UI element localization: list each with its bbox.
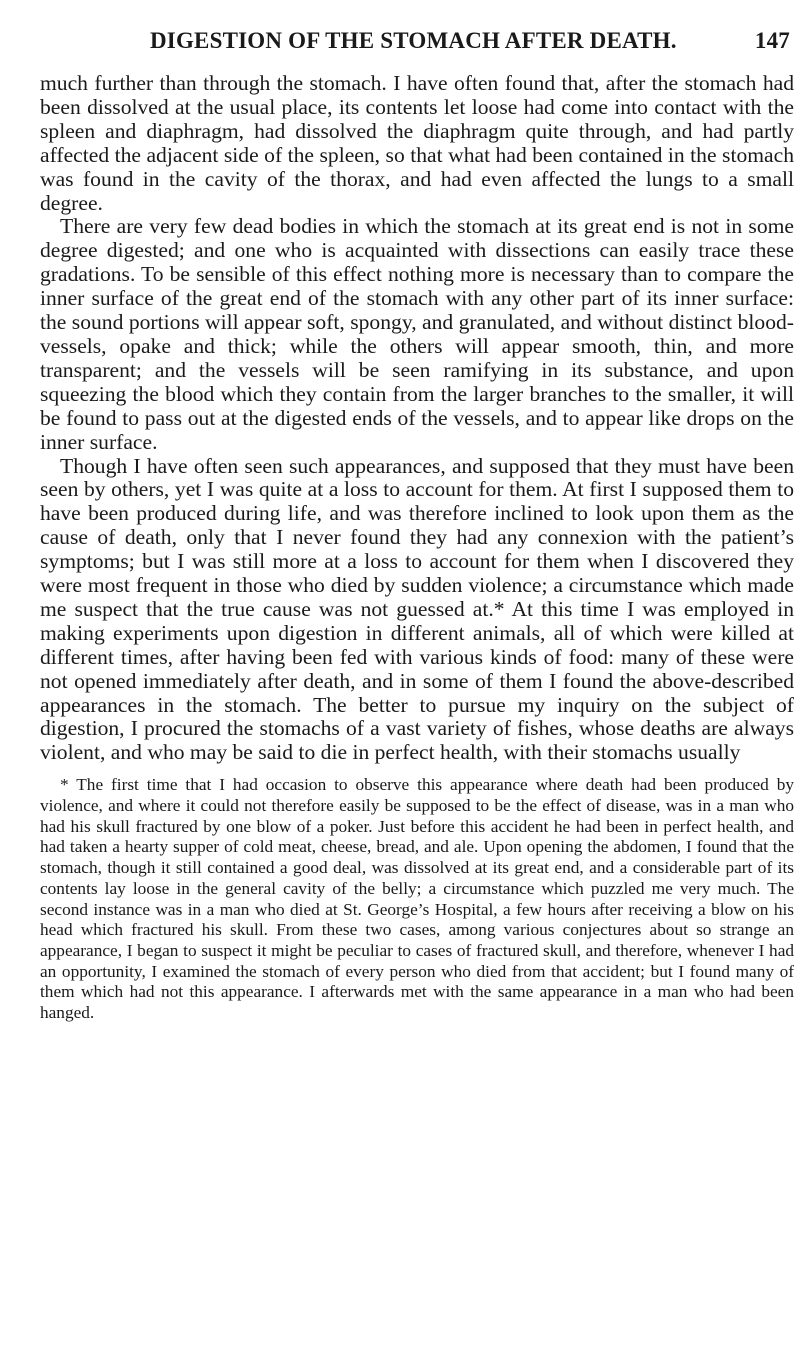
- page-number: 147: [754, 28, 790, 53]
- chapter-title: DIGESTION OF THE STOMACH AFTER DEATH.: [150, 28, 677, 53]
- footnote: * The first time that I had occasion to observe this appearance where death had been produced by violence, and where it could not therefore easily be supposed to be the effect of disease, was in a man who had his skull fractured by one blow of a poker. Just before this accident he had been in perfect health, and had taken a hearty supper of cold meat, cheese, bread, and ale. Upon opening the abdomen, I found that the stomach, though it still contained a good deal, was dissolved at its great end, and a considerable part of its contents lay loose in the general cavity of the belly; a circumstance which puzzled me very much. The second instance was in a man who died at St. George’s Hospital, a few hours after receiving a blow on his head which fractured his skull. From these two cases, among various conjectures about so strange an appearance, I began to suspect it might be peculiar to cases of fractured skull, and therefore, whenever I had an opportunity, I examined the stomach of every person who died from that accident; but I found many of them which had not this appearance. I afterwards met with the same appearance in a man who had been hanged.: [40, 775, 794, 1023]
- running-header: [40, 28, 794, 58]
- paragraph-continuation: much further than through the stomach. I have often found that, after the stomach had been dissolved at the usual place, its contents let loose had come into contact with the spleen and diaphragm, had dissolved the diaphragm quite through, and had partly affected the adjacent side of the spleen, so that what had been contained in the stomach was found in the cavity of the thorax, and had even affected the lungs to a small degree.: [40, 71, 794, 215]
- book-page: [40, 28, 794, 1024]
- paragraph-gradations: There are very few dead bodies in which the stomach at its great end is not in some degree digested; and one who is acquainted with dissections can easily trace these gradations. To be sensible of this effect nothing more is necessary than to compare the inner surface of the great end of the stomach with any other part of its inner surface: the sound portions will appear soft, spongy, and granulated, and without distinct blood-vessels, opake and thick; while the others will appear smooth, thin, and more transparent; and the vessels will be seen ramifying in its substance, and upon squeezing the blood which they contain from the larger branches to the smaller, it will be found to pass out at the digested ends of the vessels, and to appear like drops on the inner surface.: [40, 214, 794, 454]
- body-text: [40, 72, 794, 765]
- paragraph-appearances: Though I have often seen such appearances, and supposed that they must have been seen by others, yet I was quite at a loss to account for them. At first I supposed them to have been produced during life, and was therefore inclined to look upon them as the cause of death, only that I never found they had any connexion with the patient’s symptoms; but I was still more at a loss to account for them when I discovered they were most frequent in those who died by sudden violence; a circumstance which made me suspect that the true cause was not guessed at.* At this time I was employed in making experiments upon digestion in different animals, all of which were killed at different times, after having been fed with various kinds of food: many of these were not opened immediately after death, and in some of them I found the above-described appearances in the stomach. The better to pursue my inquiry on the subject of digestion, I procured the stomachs of a vast variety of fishes, whose deaths are always violent, and who may be said to die in perfect health, with their stomachs usually: [40, 453, 794, 765]
